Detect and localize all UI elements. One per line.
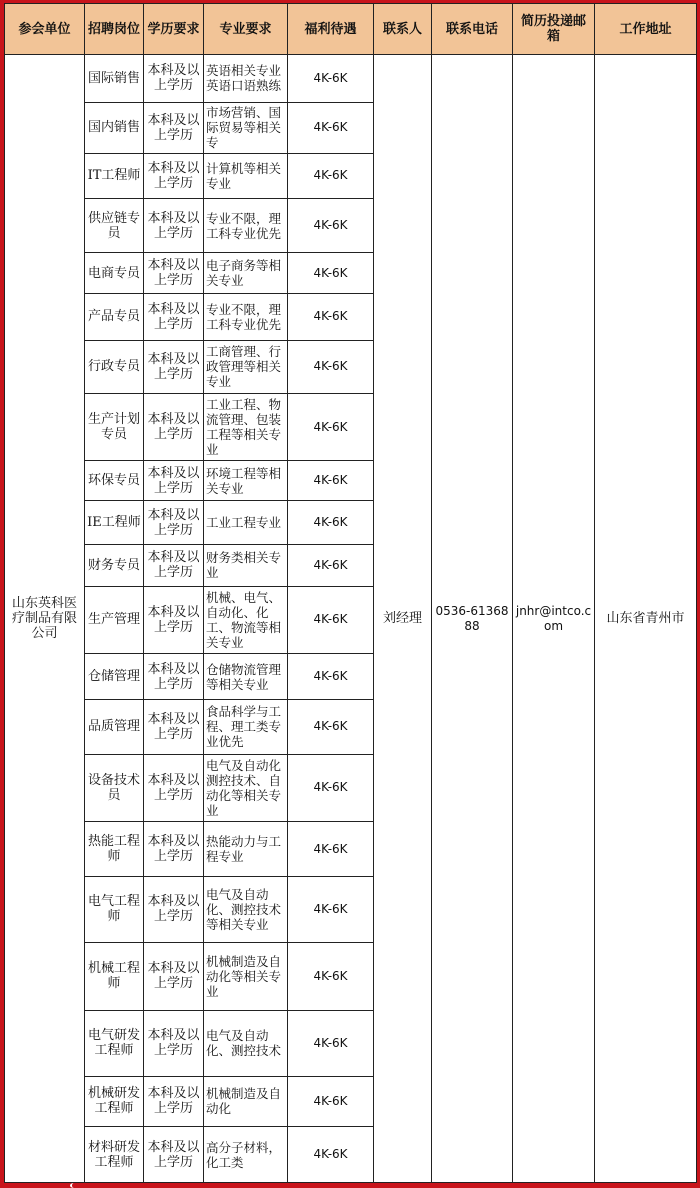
header-major: 专业要求 (204, 4, 288, 55)
education-cell: 本科及以上学历 (144, 754, 204, 822)
recruitment-table (4, 3, 697, 1183)
education-cell: 本科及以上学历 (144, 942, 204, 1010)
position-cell: 机械工程师 (85, 942, 144, 1010)
major-cell: 电气及自动化、测控技术等相关专业 (204, 877, 288, 943)
major-cell: 电气及自动化测控技术、自动化等相关专业 (204, 754, 288, 822)
major-cell: 环境工程等相关专业 (204, 460, 288, 501)
position-cell: 国际销售 (85, 55, 144, 103)
education-cell: 本科及以上学历 (144, 198, 204, 253)
position-cell: 财务专员 (85, 545, 144, 587)
major-cell: 食品科学与工程、理工类专业优先 (204, 699, 288, 754)
email-cell[interactable]: jnhr@intco.com (513, 55, 595, 1183)
salary-cell: 4K-6K (288, 877, 374, 943)
position-cell: 电商专员 (85, 253, 144, 294)
education-cell: 本科及以上学历 (144, 253, 204, 294)
education-cell: 本科及以上学历 (144, 293, 204, 340)
position-cell: 生产管理 (85, 586, 144, 654)
company-name-cell: 山东英科医疗制品有限公司 (5, 55, 85, 1183)
salary-cell: 4K-6K (288, 501, 374, 545)
salary-cell: 4K-6K (288, 340, 374, 394)
recruitment-table-frame (4, 3, 696, 1183)
major-cell: 工业工程专业 (204, 501, 288, 545)
salary-cell: 4K-6K (288, 699, 374, 754)
major-cell: 工商管理、行政管理等相关专业 (204, 340, 288, 394)
salary-cell: 4K-6K (288, 545, 374, 587)
education-cell: 本科及以上学历 (144, 55, 204, 103)
salary-cell: 4K-6K (288, 942, 374, 1010)
major-cell: 英语相关专业英语口语熟练 (204, 55, 288, 103)
position-cell: 设备技术员 (85, 754, 144, 822)
position-cell: 国内销售 (85, 102, 144, 154)
table-row (5, 55, 697, 103)
major-cell: 机械制造及自动化等相关专业 (204, 942, 288, 1010)
position-cell: 机械研发工程师 (85, 1076, 144, 1127)
salary-cell: 4K-6K (288, 293, 374, 340)
salary-cell: 4K-6K (288, 102, 374, 154)
salary-cell: 4K-6K (288, 1127, 374, 1183)
education-cell: 本科及以上学历 (144, 1076, 204, 1127)
salary-cell: 4K-6K (288, 654, 374, 700)
education-cell: 本科及以上学历 (144, 545, 204, 587)
education-cell: 本科及以上学历 (144, 501, 204, 545)
position-cell: IE工程师 (85, 501, 144, 545)
position-cell: 产品专员 (85, 293, 144, 340)
header-email: 简历投递邮箱 (513, 4, 595, 55)
education-cell: 本科及以上学历 (144, 460, 204, 501)
position-cell: 热能工程师 (85, 822, 144, 877)
salary-cell: 4K-6K (288, 253, 374, 294)
contact-cell: 刘经理 (374, 55, 432, 1183)
education-cell: 本科及以上学历 (144, 586, 204, 654)
header-unit: 参会单位 (5, 4, 85, 55)
major-cell: 机械、电气、自动化、化工、物流等相关专业 (204, 586, 288, 654)
header-phone: 联系电话 (432, 4, 513, 55)
phone-cell: 0536-6136888 (432, 55, 513, 1183)
position-cell: 供应链专员 (85, 198, 144, 253)
major-cell: 财务类相关专业 (204, 545, 288, 587)
position-cell: 环保专员 (85, 460, 144, 501)
major-cell: 市场营销、国际贸易等相关专 (204, 102, 288, 154)
education-cell: 本科及以上学历 (144, 102, 204, 154)
major-cell: 电子商务等相关专业 (204, 253, 288, 294)
major-cell: 机械制造及自动化 (204, 1076, 288, 1127)
header-address: 工作地址 (595, 4, 697, 55)
education-cell: 本科及以上学历 (144, 654, 204, 700)
salary-cell: 4K-6K (288, 394, 374, 461)
major-cell: 专业不限，理工科专业优先 (204, 198, 288, 253)
major-cell: 高分子材料，化工类 (204, 1127, 288, 1183)
education-cell: 本科及以上学历 (144, 699, 204, 754)
position-cell: 仓储管理 (85, 654, 144, 700)
header-benefits: 福利待遇 (288, 4, 374, 55)
major-cell: 热能动力与工程专业 (204, 822, 288, 877)
header-contact: 联系人 (374, 4, 432, 55)
table-body (5, 55, 697, 1183)
salary-cell: 4K-6K (288, 754, 374, 822)
header-position: 招聘岗位 (85, 4, 144, 55)
salary-cell: 4K-6K (288, 586, 374, 654)
salary-cell: 4K-6K (288, 198, 374, 253)
position-cell: 品质管理 (85, 699, 144, 754)
salary-cell: 4K-6K (288, 55, 374, 103)
salary-cell: 4K-6K (288, 1076, 374, 1127)
position-cell: 材料研发工程师 (85, 1127, 144, 1183)
header-education: 学历要求 (144, 4, 204, 55)
position-cell: 电气工程师 (85, 877, 144, 943)
decorative-mark (70, 1183, 78, 1188)
major-cell: 工业工程、物流管理、包装工程等相关专业 (204, 394, 288, 461)
major-cell: 专业不限，理工科专业优先 (204, 293, 288, 340)
position-cell: 行政专员 (85, 340, 144, 394)
salary-cell: 4K-6K (288, 460, 374, 501)
education-cell: 本科及以上学历 (144, 340, 204, 394)
position-cell: IT工程师 (85, 154, 144, 199)
address-cell: 山东省青州市 (595, 55, 697, 1183)
education-cell: 本科及以上学历 (144, 822, 204, 877)
major-cell: 计算机等相关专业 (204, 154, 288, 199)
education-cell: 本科及以上学历 (144, 877, 204, 943)
education-cell: 本科及以上学历 (144, 1010, 204, 1076)
salary-cell: 4K-6K (288, 154, 374, 199)
salary-cell: 4K-6K (288, 822, 374, 877)
major-cell: 仓储物流管理等相关专业 (204, 654, 288, 700)
education-cell: 本科及以上学历 (144, 154, 204, 199)
education-cell: 本科及以上学历 (144, 1127, 204, 1183)
salary-cell: 4K-6K (288, 1010, 374, 1076)
position-cell: 电气研发工程师 (85, 1010, 144, 1076)
education-cell: 本科及以上学历 (144, 394, 204, 461)
header-row (5, 4, 697, 55)
major-cell: 电气及自动化、测控技术 (204, 1010, 288, 1076)
position-cell: 生产计划专员 (85, 394, 144, 461)
